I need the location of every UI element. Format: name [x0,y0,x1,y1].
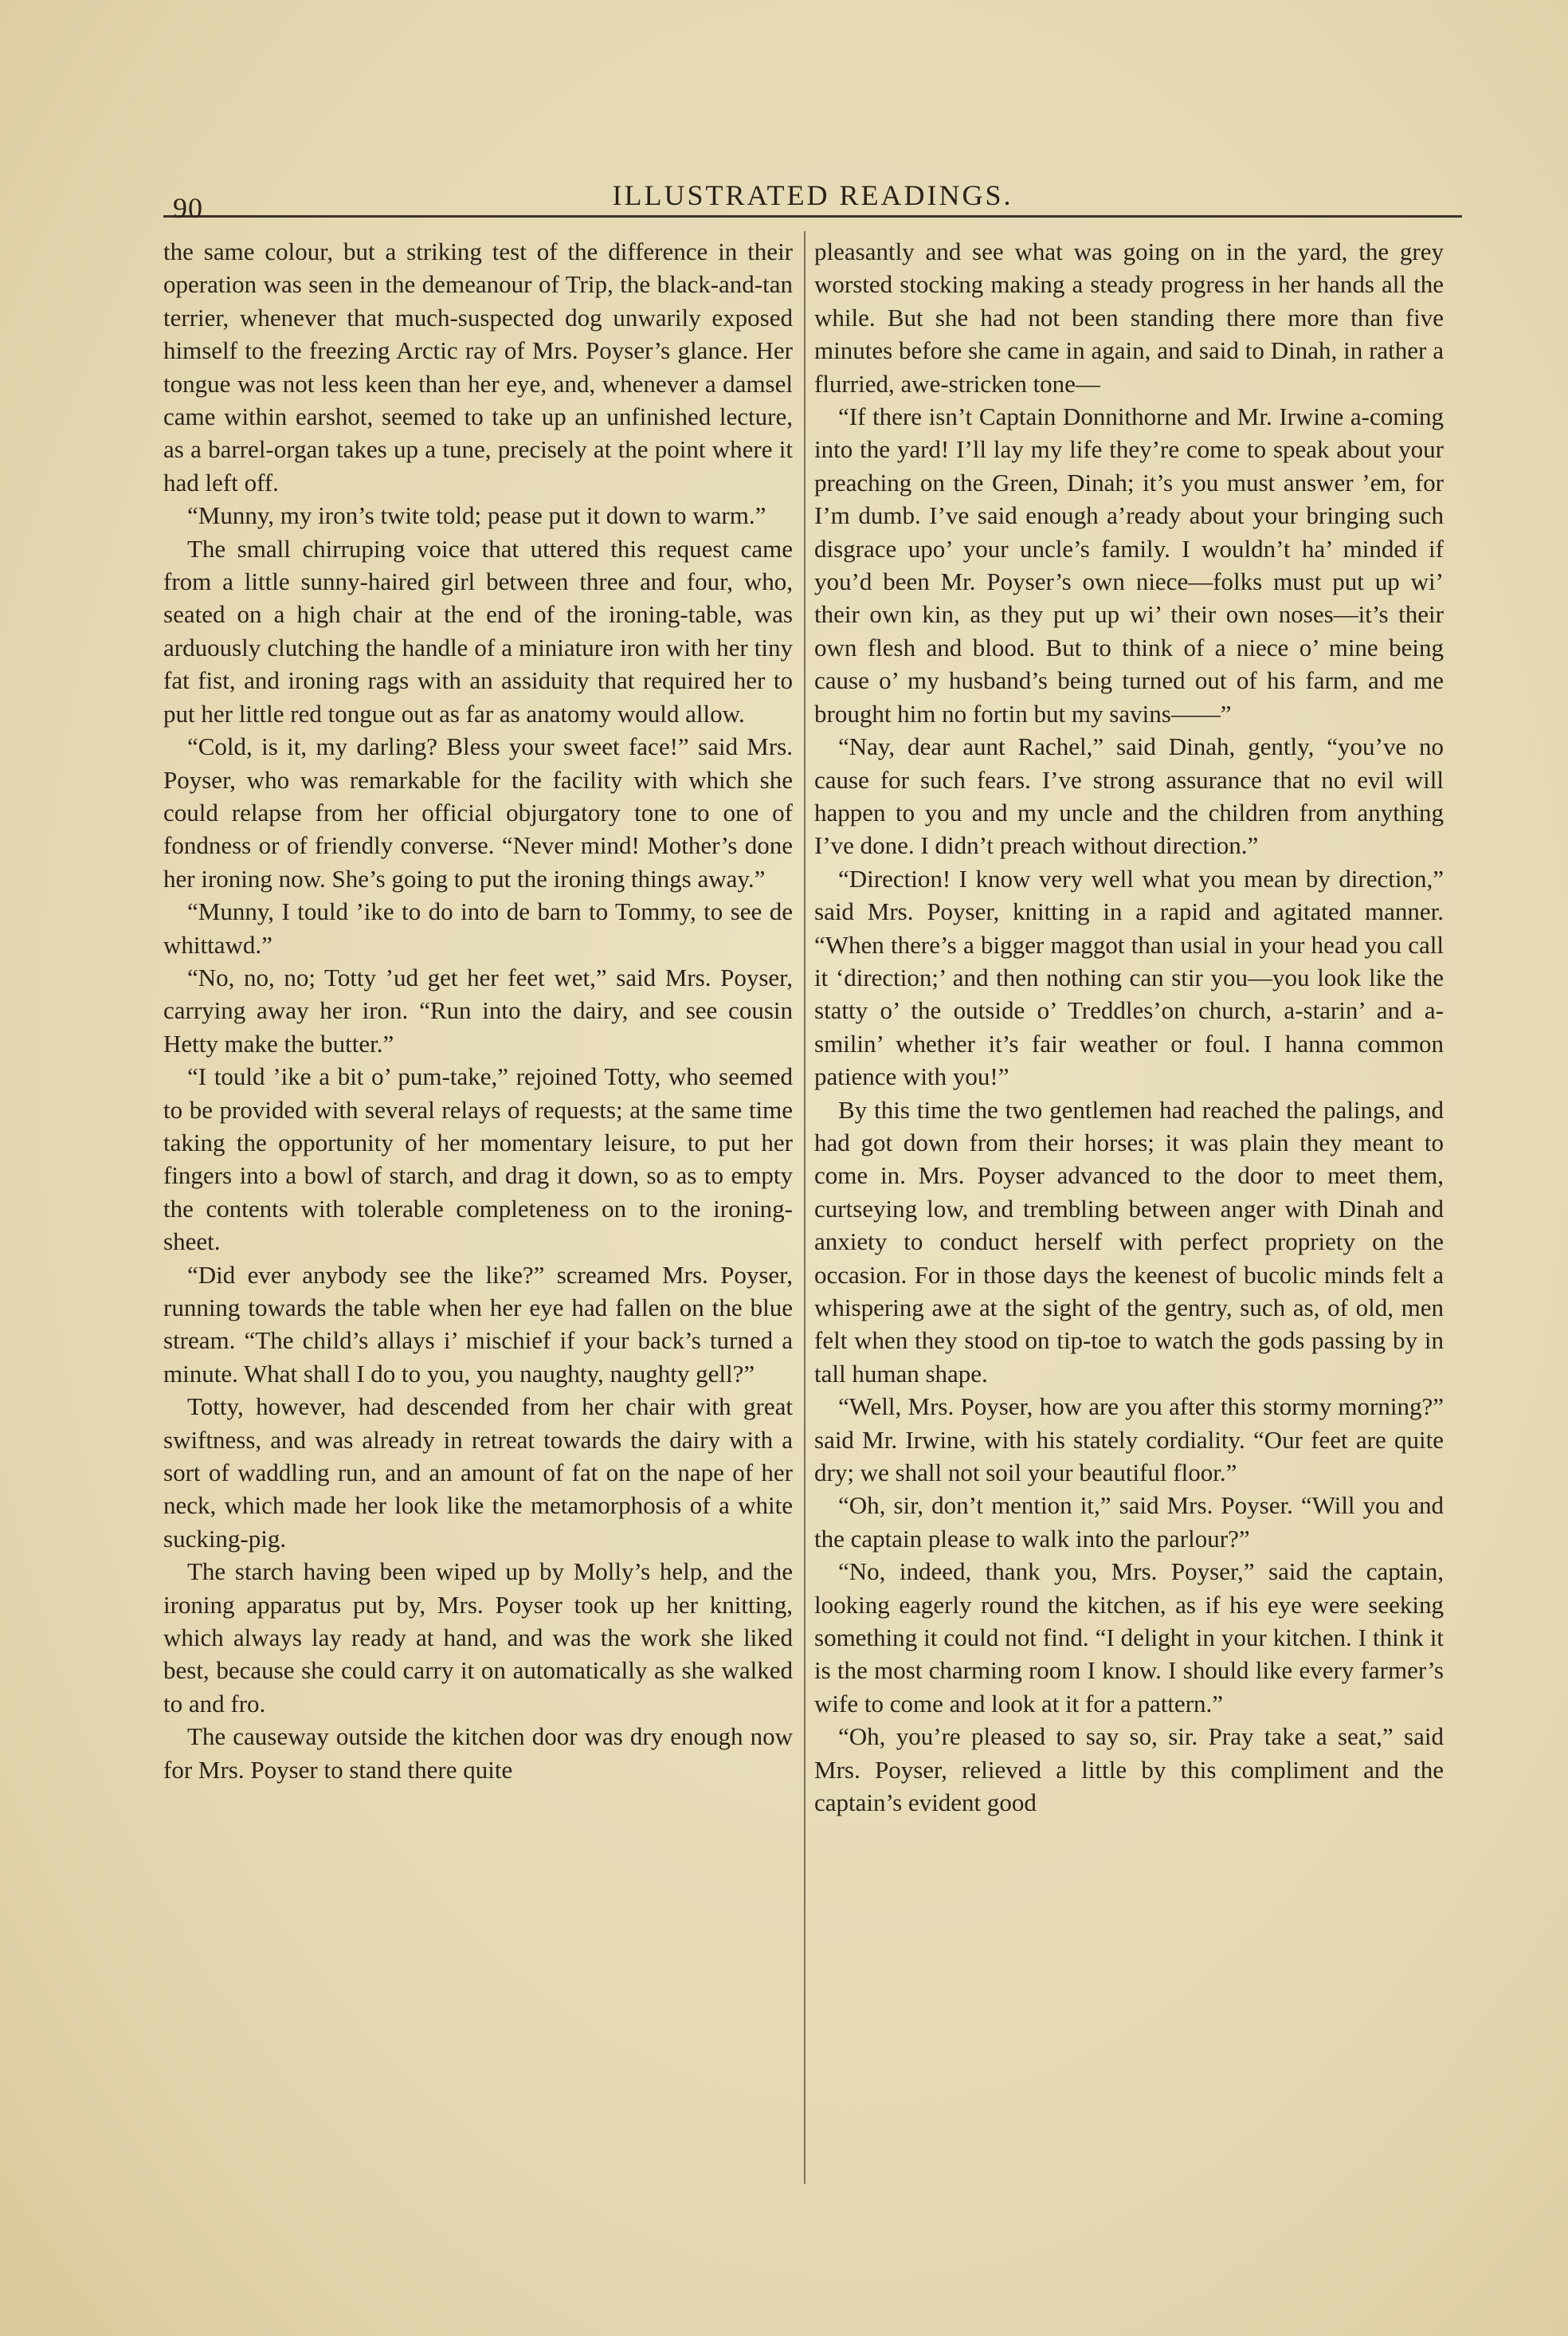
paragraph: “I tould ’ike a bit o’ pum-take,” rejoined Totty, who seemed to be provided with several relays of requests; at the same time taking the opportunity of her momentary leisure, to put her fingers into a bowl of starch, and drag it down, so as to empty the contents with tolerable completeness on to the ironing-sheet. [163,1062,793,1256]
paragraph: “Direction! I know very well what you mean by direction,” said Mrs. Poyser, knitting in a rapid and agitated manner. “When there’s a bigger maggot than usial in your head you call it ‘direction;’ and then nothing can stir you—you look like the statty o’ the outside o’ Treddles’on church, a-starin’ and a-smilin’ whether it’s fair weather or foul. I hanna common patience with you!” [814,864,1444,1091]
paragraph: “No, no, no; Totty ’ud get her feet wet,” said Mrs. Poyser, carrying away her iron. “Run into the dairy, and see cousin Hetty make the butter.” [163,963,793,1058]
running-title: ILLUSTRATED READINGS. [612,179,1013,211]
left-column [163,235,793,1786]
paragraph: “Oh, sir, don’t mention it,” said Mrs. Poyser. “Will you and the captain please to walk into the parlour?” [814,1491,1444,1553]
paragraph: “Did ever anybody see the like?” screamed Mrs. Poyser, running towards the table when her eye had fallen on the blue stream. “The child’s allays i’ mischief if your back’s turned a minute. What shall I do to you, you naughty, naughty gell?” [163,1260,793,1388]
column-divider [804,231,806,2184]
paragraph: “If there isn’t Captain Donnithorne and Mr. Irwine a-coming into the yard! I’ll lay my life they’re come to speak about your preaching on the Green, Dinah; it’s you must answer ’em, for I’m dumb. I’ve said enough a’ready about your bringing such disgrace upo’ your uncle’s family. I wouldn’t ha’ minded if you’d been Mr. Poyser’s own niece—folks must put up wi’ their own kin, as they put up wi’ their own noses—it’s their own flesh and blood. But to think of a niece o’ mine being cause o’ my husband’s being turned out of his farm, and me brought him no fortin but my savins——” [814,402,1444,728]
paragraph: “Munny, I tould ’ike to do into de barn to Tommy, to see de whittawd.” [163,897,793,959]
paragraph: pleasantly and see what was going on in the yard, the grey worsted stocking making a steady progress in her hands all the while. But she had not been standing there more than five minutes before she came in again, and said to Dinah, in rather a flurried, awe-stricken tone— [814,238,1444,398]
paragraph: “Munny, my iron’s twite told; pease put it down to warm.” [187,501,766,530]
paragraph: “Oh, you’re pleased to say so, sir. Pray take a seat,” said Mrs. Poyser, relieved a little by this compliment and the captain’s evident good [814,1722,1444,1817]
paragraph: By this time the two gentlemen had reached the palings, and had got down from their horses; it was plain they meant to come in. Mrs. Poyser advanced to the door to meet them, curtseying low, and trembling between anger with Dinah and anxiety to conduct herself with perfect propriety on the occasion. For in those days the keenest of bucolic minds felt a whispering awe at the sight of the gentry, such as, of old, men felt when they stood on tip-toe to watch the gods passing by in tall human shape. [814,1095,1444,1388]
paragraph: “Well, Mrs. Poyser, how are you after this stormy morning?” said Mr. Irwine, with his stately cordiality. “Our feet are quite dry; we shall not soil your beautiful floor.” [814,1392,1444,1487]
paragraph: Totty, however, had descended from her chair with great swiftness, and was already in retreat towards the dairy with a sort of waddling run, and an amount of fat on the nape of her neck, which made her look like the metamorphosis of a white sucking-pig. [163,1392,793,1553]
right-column [814,235,1444,1820]
page-header [163,167,1462,224]
paragraph: The small chirruping voice that uttered this request came from a little sunny-haired girl between three and four, who, seated on a high chair at the end of the ironing-table, was arduously clutching the handle of a miniature iron with her tiny fat fist, and ironing rags with an assiduity that required her to put her little red tongue out as far as anatomy would allow. [163,534,793,728]
paragraph: “Nay, dear aunt Rachel,” said Dinah, gently, “you’ve no cause for such fears. I’ve strong assurance that no evil will happen to you and my uncle and the children from anything I’ve done. I didn’t preach without direction.” [814,732,1444,860]
page-number: 90 [173,192,203,224]
paragraph: the same colour, but a striking test of the difference in their operation was seen in the demeanour of Trip, the black-and-tan terrier, whenever that much-suspected dog unwarily exposed himself to the freezing Arctic ray of Mrs. Poyser’s glance. Her tongue was not less keen than her eye, and, whenever a damsel came within earshot, seemed to take up an unfinished lecture, as a barrel-organ takes up a tune, precisely at the point where it had left off. [163,238,793,497]
paragraph: The causeway outside the kitchen door was dry enough now for Mrs. Poyser to stand there quite [163,1722,793,1784]
paragraph: “Cold, is it, my darling? Bless your sweet face!” said Mrs. Poyser, who was remarkable for the facility with which she could relapse from her official objurgatory tone to one of fondness or of friendly converse. “Never mind! Mother’s done her ironing now. She’s going to put the ironing things away.” [163,732,793,893]
paragraph: “No, indeed, thank you, Mrs. Poyser,” said the captain, looking eagerly round the kitchen, as if his eye were seeking something it could not find. “I delight in your kitchen. I think it is the most charming room I know. I should like every farmer’s wife to come and look at it for a pattern.” [814,1557,1444,1718]
paragraph: The starch having been wiped up by Molly’s help, and the ironing apparatus put by, Mrs. Poyser took up her knitting, which always lay ready at hand, and was the work she liked best, because she could carry it on automatically as she walked to and fro. [163,1557,793,1718]
